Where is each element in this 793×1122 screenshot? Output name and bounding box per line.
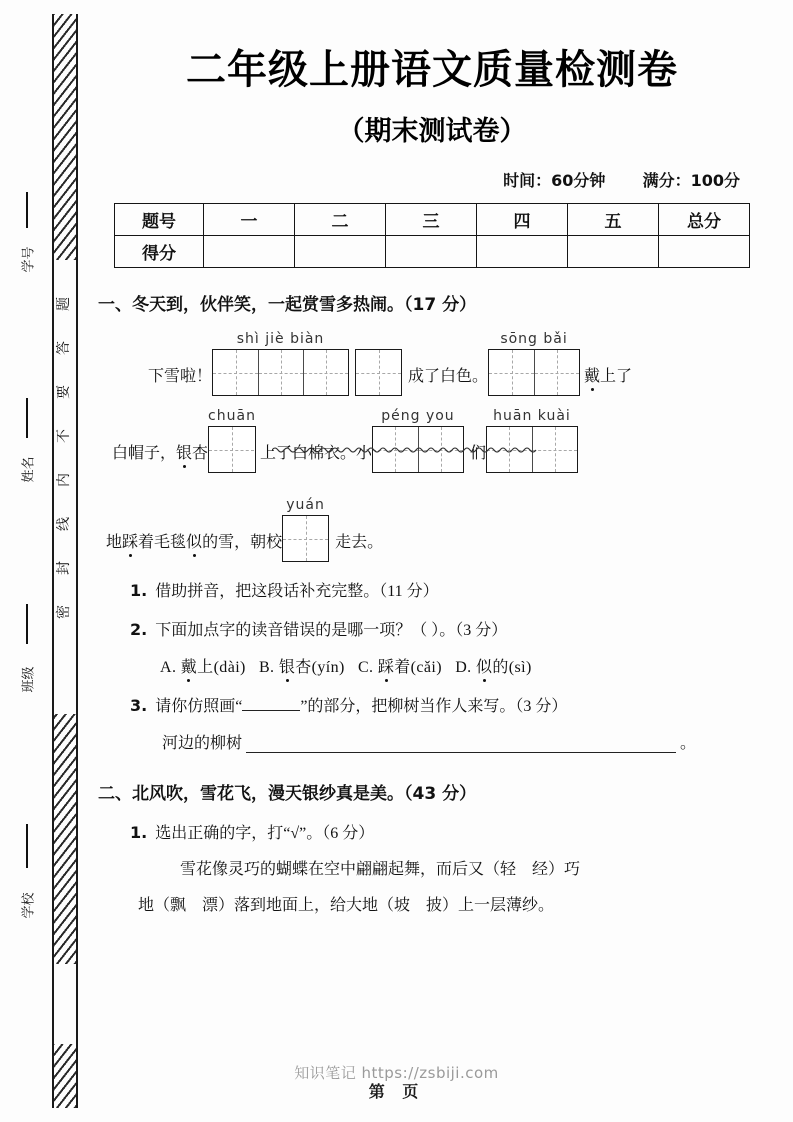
seal-hatch-top (54, 14, 76, 260)
pinyin-chuan: chuān (208, 408, 256, 424)
cloze-row-2-mid2: 们 (469, 445, 486, 462)
cloze-row-3 (96, 495, 768, 562)
pinyin-huan-kuai: huān kuài (493, 408, 571, 424)
score-table-cell-0-1: 二 (295, 204, 386, 236)
score-table-cell-0-0: 一 (204, 204, 295, 236)
score-table (114, 203, 750, 268)
score-table-cell-0-2: 三 (386, 204, 477, 236)
cloze-row-2-mid: 上了白棉衣。小 (259, 445, 372, 462)
section-one-question-3 (130, 693, 768, 716)
option-b[interactable]: B. 银杏(yín) (258, 659, 345, 676)
score-table-cell-1-5[interactable] (659, 236, 750, 268)
field-label-school: 学校 (20, 892, 36, 919)
question-number-1: 1. (130, 581, 148, 600)
score-table-cell-1-2[interactable] (386, 236, 477, 268)
section-one-heading: 一、冬天到，伙伴笑，一起赏雪多热闹。（17 分） (98, 295, 477, 315)
score-table-row-label-0: 题号 (115, 204, 204, 236)
seal-char-6: 封 (57, 561, 72, 575)
seal-char-7: 密 (57, 605, 72, 619)
question-3-answer-blank[interactable] (246, 737, 676, 753)
field-rule-student-id[interactable] (26, 192, 28, 228)
score-table-cell-1-3[interactable] (477, 236, 568, 268)
sealing-strip (0, 0, 96, 1122)
page-title: 二年级上册语文质量检测卷 (186, 47, 678, 93)
field-label-student-id: 学号 (20, 246, 36, 273)
section-two-heading: 二、北风吹，雪花飞，漫天银纱真是美。（43 分） (98, 784, 477, 804)
watermark: 知识笔记 https://zsbiji.com (294, 1064, 499, 1082)
score-table-cell-0-3: 四 (477, 204, 568, 236)
question-number-2: 2. (130, 620, 148, 639)
tianzige-single-1[interactable] (355, 349, 402, 396)
exam-meta (96, 168, 768, 191)
section-two-question-text-1: 选出正确的字，打“√”。（6 分） (155, 825, 375, 842)
paper-content (96, 0, 768, 1122)
question-3-answer-lead: 河边的柳树 (162, 735, 243, 752)
seal-char-3: 不 (57, 429, 72, 443)
tianzige-huankuai[interactable] (486, 406, 578, 473)
cloze-row-1-lead: 下雪啦！ (148, 368, 213, 385)
question-text-3: 请你仿照画“ ”的部分，把柳树当作人来写。（3 分） (155, 698, 568, 715)
question-text-1: 借助拼音，把这段话补充完整。（11 分） (155, 583, 439, 600)
score-table-row-label-1: 得分 (115, 236, 204, 268)
question-text-2[interactable]: 下面加点字的读音错误的是哪一项？（ ）。（3 分） (155, 622, 508, 639)
field-rule-name[interactable] (26, 398, 28, 438)
question-3-answer-tail: 。 (680, 735, 697, 752)
tianzige-pengyou[interactable] (372, 406, 464, 473)
pinyin-yuan: yuán (286, 497, 325, 513)
option-c[interactable]: C. 踩着(cǎi) (357, 659, 442, 676)
pinyin-shi-jie-bian: shì jiè biàn (236, 331, 325, 347)
tianzige-chuan[interactable] (208, 406, 256, 473)
field-label-name: 姓名 (20, 456, 36, 483)
option-a[interactable]: A. 戴上(dài) (160, 659, 246, 676)
table-row-scores (115, 236, 750, 268)
seal-char-0: 题 (57, 297, 72, 311)
field-rule-class[interactable] (26, 604, 28, 644)
cloze-row-3-tail: 走去。 (335, 534, 384, 551)
cloze-row-1-tail: 戴上了 (584, 368, 633, 385)
pinyin-peng-you: péng you (381, 408, 455, 424)
score-table-cell-0-4: 五 (568, 204, 659, 236)
wavy-underline (272, 445, 572, 453)
tianzige-song-bai[interactable] (488, 329, 580, 396)
section-two-passage-line-1[interactable]: 雪花像灵巧的蝴蝶在空中翩翩起舞，而后又（轻 经）巧 (180, 861, 581, 878)
seal-char-4: 内 (57, 473, 72, 487)
page-subtitle: （期末测试卷） (337, 116, 527, 147)
cloze-row-2 (96, 406, 768, 473)
question-3-answer-row (162, 730, 768, 753)
option-d[interactable]: D. 似的(sì) (455, 659, 532, 676)
seal-hatch-middle (54, 714, 76, 964)
score-table-cell-0-5: 总分 (659, 204, 750, 236)
exam-total-score: 满分：100分 (642, 171, 740, 190)
page-footer: 第 页 (368, 1082, 425, 1101)
cloze-passage (96, 329, 768, 562)
section-two-question-1 (130, 820, 768, 843)
cloze-row-1-mid: 成了白色。 (408, 368, 489, 385)
score-table-cell-1-1[interactable] (295, 236, 386, 268)
tianzige-yuan[interactable] (282, 495, 329, 562)
seal-char-1: 答 (57, 341, 72, 355)
table-row-question-numbers (115, 204, 750, 236)
score-table-cell-1-4[interactable] (568, 236, 659, 268)
cloze-row-2-lead: 白帽子，银杏 (112, 445, 209, 462)
field-rule-school[interactable] (26, 824, 28, 868)
section-one-question-2 (130, 617, 768, 640)
field-label-class: 班级 (20, 666, 36, 693)
section-two-question-number-1: 1. (130, 823, 148, 842)
section-two-passage-line-2[interactable]: 地（飘 漂）落到地面上，给大地（坡 披）上一层薄纱。 (138, 897, 555, 914)
score-table-cell-1-0[interactable] (204, 236, 295, 268)
tianzige-shijie-bian[interactable] (212, 329, 349, 396)
cloze-row-3-lead: 地踩着毛毯似的雪，朝校 (106, 534, 283, 551)
section-one-question-1 (130, 578, 768, 601)
exam-time: 时间：60分钟 (503, 171, 606, 190)
question-2-options (160, 654, 768, 677)
seal-char-5: 线 (57, 517, 72, 531)
pinyin-song-bai: sōng bǎi (500, 331, 568, 347)
seal-char-2: 要 (57, 385, 72, 399)
cloze-row-1 (96, 329, 768, 396)
question-number-3: 3. (130, 696, 148, 715)
wavy-sample-mark (242, 697, 300, 711)
